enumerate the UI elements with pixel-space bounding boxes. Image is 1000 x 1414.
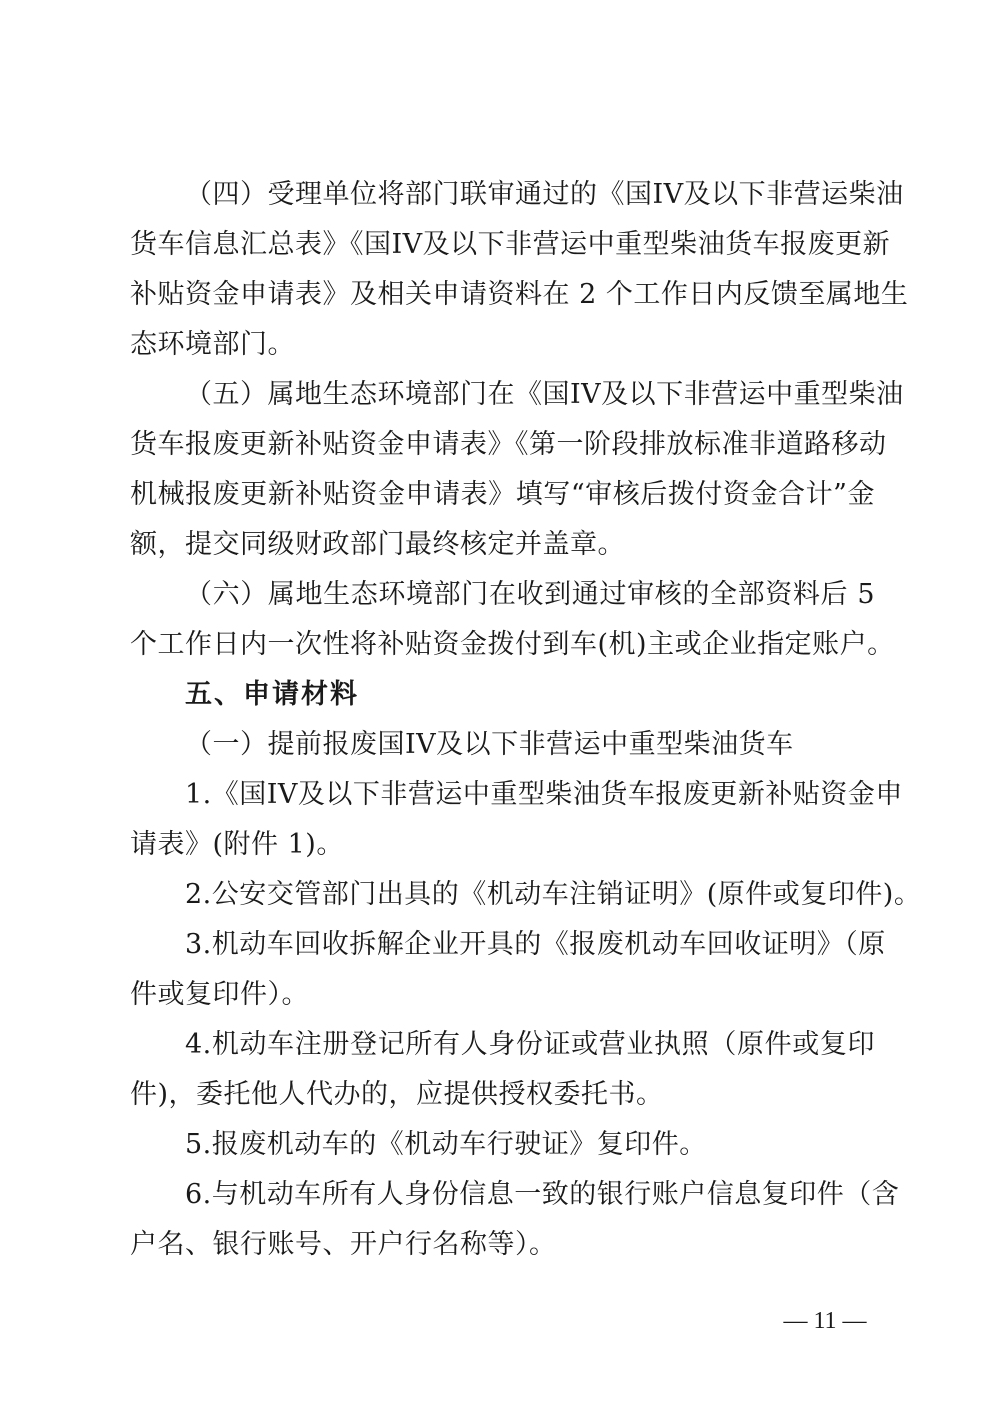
paragraph-5-line-2: 货车报废更新补贴资金申请表》《第一阶段排放标准非道路移动: [130, 429, 887, 460]
item-3-line-2: 件或复印件）。: [130, 979, 309, 1010]
item-5: 5.报废机动车的《机动车行驶证》复印件。: [185, 1129, 707, 1160]
item-1-line-2: 请表》(附件 1)。: [130, 829, 344, 860]
paragraph-5-line-4: 额，提交同级财政部门最终核定并盖章。: [130, 529, 625, 560]
paragraph-5-line-3: 机械报废更新补贴资金申请表》填写“审核后拨付资金合计”金: [130, 479, 875, 510]
section-heading-5: 五、申请材料: [185, 679, 359, 710]
paragraph-4-line-1: （四）受理单位将部门联审通过的《国IV及以下非营运柴油: [185, 179, 904, 210]
paragraph-5-line-1: （五）属地生态环境部门在《国IV及以下非营运中重型柴油: [185, 379, 904, 410]
item-1-line-1: 1.《国IV及以下非营运中重型柴油货车报废更新补贴资金申: [185, 779, 903, 810]
page-number: — 11 —: [783, 1308, 867, 1334]
paragraph-4-line-2: 货车信息汇总表》《国IV及以下非营运中重型柴油货车报废更新: [130, 229, 891, 260]
paragraph-6-line-1: （六）属地生态环境部门在收到通过审核的全部资料后 5: [185, 579, 875, 610]
paragraph-4-line-4: 态环境部门。: [130, 329, 295, 360]
paragraph-4-line-3: 补贴资金申请表》及相关申请资料在 2 个工作日内反馈至属地生: [130, 279, 909, 310]
item-6-line-1: 6.与机动车所有人身份信息一致的银行账户信息复印件（含: [185, 1179, 900, 1210]
item-4-line-1: 4.机动车注册登记所有人身份证或营业执照（原件或复印: [185, 1029, 875, 1060]
item-2: 2.公安交管部门出具的《机动车注销证明》(原件或复印件)。: [185, 879, 922, 910]
item-4-line-2: 件)，委托他人代办的，应提供授权委托书。: [130, 1079, 664, 1110]
item-6-line-2: 户名、银行账号、开户行名称等）。: [130, 1229, 557, 1260]
subsection-heading-1: （一）提前报废国IV及以下非营运中重型柴油货车: [185, 729, 794, 760]
paragraph-6-line-2: 个工作日内一次性将补贴资金拨付到车(机)主或企业指定账户。: [130, 629, 895, 660]
item-3-line-1: 3.机动车回收拆解企业开具的《报废机动车回收证明》（原: [185, 929, 886, 960]
